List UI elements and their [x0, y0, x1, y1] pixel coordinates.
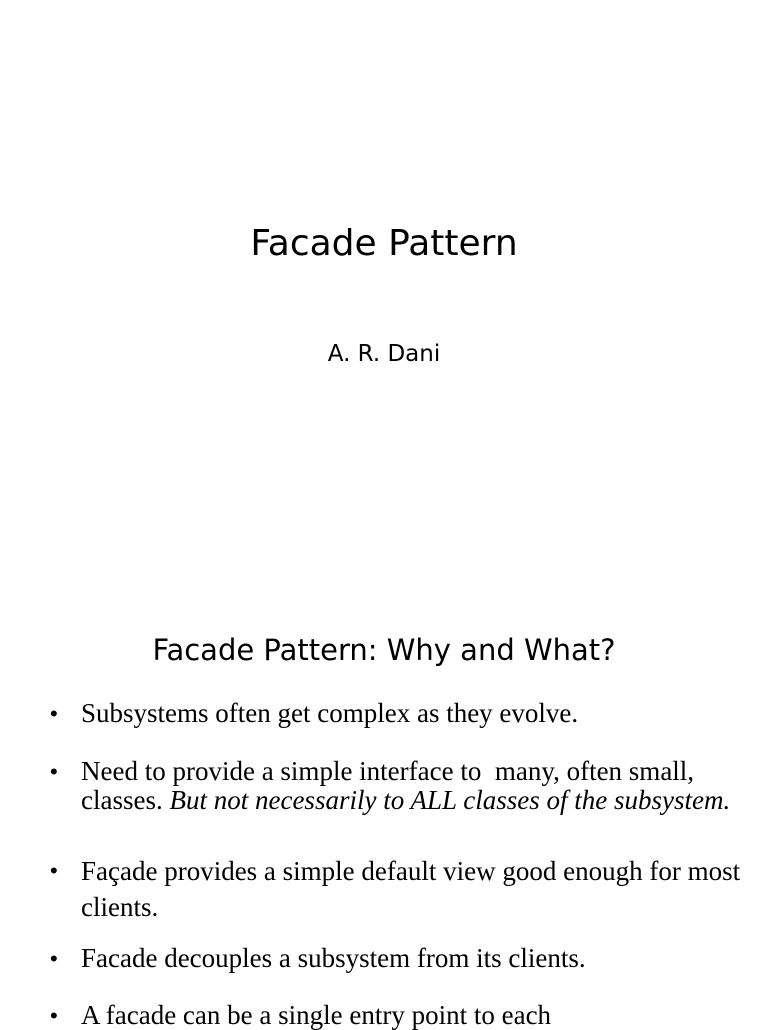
bullet-marker: •	[50, 701, 58, 726]
slide-title: Facade Pattern	[250, 223, 518, 264]
bullet-text: Facade decouples a subsystem from its clients.	[81, 943, 586, 973]
bullet-text: Need to provide a simple interface to many, often small, classes.	[81, 756, 708, 815]
bullet-item	[50, 757, 750, 815]
bullet-marker: •	[50, 858, 58, 883]
slide-author: A. R. Dani	[327, 341, 441, 367]
bullet-item	[50, 699, 750, 728]
bullet-text: Subsystems often get complex as they evolve.	[81, 698, 579, 728]
bullet-item	[50, 853, 750, 925]
section-title: Facade Pattern: Why and What?	[152, 633, 616, 667]
bullet-text-italic: But not necessarily to ALL classes of the subsystem.	[169, 785, 731, 815]
bullet-item	[50, 944, 750, 973]
bullet-text: Façade provides a simple default view good enough for most clients.	[81, 856, 747, 922]
bullet-item	[50, 1001, 750, 1030]
bullet-marker: •	[50, 759, 58, 784]
bullet-marker: •	[50, 946, 58, 971]
bullet-marker: •	[50, 1003, 58, 1028]
bullet-text-block	[81, 757, 750, 815]
bullet-text: A facade can be a single entry point to each	[81, 1000, 552, 1030]
